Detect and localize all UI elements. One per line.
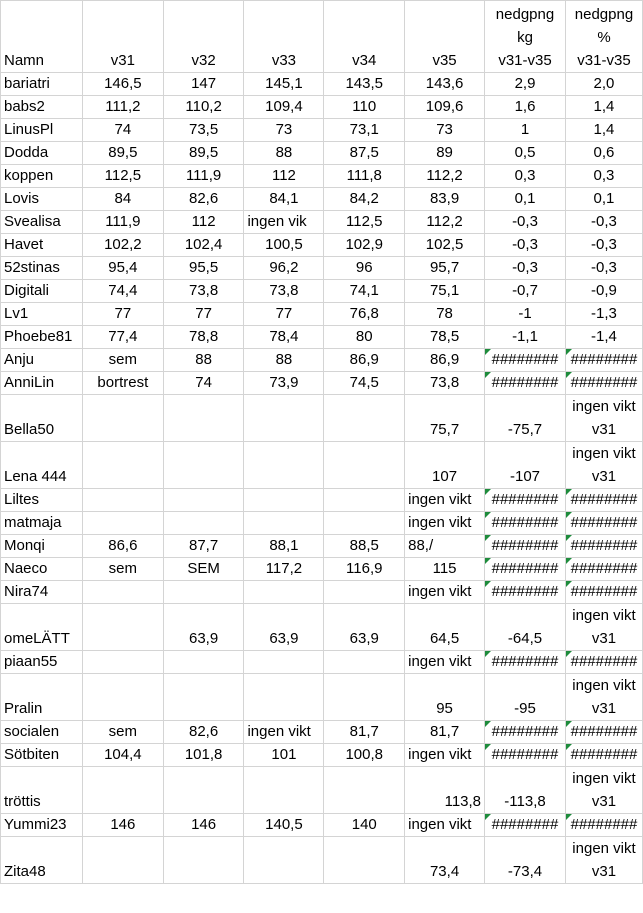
loss-pct-cell[interactable]: ingen vikt v31 bbox=[565, 837, 642, 884]
week-cell[interactable]: ingen vikt bbox=[405, 489, 485, 512]
week-cell[interactable]: SEM bbox=[163, 558, 244, 581]
week-cell[interactable]: 115 bbox=[405, 558, 485, 581]
week-cell[interactable]: 111,8 bbox=[324, 165, 405, 188]
loss-pct-cell[interactable]: ingen vikt v31 bbox=[565, 442, 642, 489]
week-cell[interactable]: 146 bbox=[163, 814, 244, 837]
name-cell[interactable]: babs2 bbox=[1, 96, 83, 119]
header-name-cell[interactable]: Namn bbox=[1, 1, 83, 73]
week-cell[interactable]: 96 bbox=[324, 257, 405, 280]
table-row bbox=[1, 512, 643, 535]
header-line: v31-v35 bbox=[577, 52, 631, 69]
week-cell[interactable]: 75,1 bbox=[405, 280, 485, 303]
table-row bbox=[1, 96, 643, 119]
loss-pct-cell[interactable]: ingen vikt v31 bbox=[565, 395, 642, 442]
week-cell[interactable]: 112,5 bbox=[82, 165, 163, 188]
header-line: % bbox=[597, 29, 611, 46]
week-cell[interactable]: 80 bbox=[324, 326, 405, 349]
week-cell[interactable] bbox=[244, 395, 324, 442]
week-cell[interactable] bbox=[163, 674, 244, 721]
loss-kg-cell[interactable]: 0,3 bbox=[485, 165, 566, 188]
table-row bbox=[1, 535, 643, 558]
week-cell[interactable]: 112,2 bbox=[405, 165, 485, 188]
name-cell[interactable]: Anju bbox=[1, 349, 83, 372]
loss-kg-cell[interactable]: -1 bbox=[485, 303, 566, 326]
week-cell[interactable]: 100,5 bbox=[244, 234, 324, 257]
loss-pct-cell[interactable]: -1,3 bbox=[565, 303, 642, 326]
loss-pct-cell[interactable]: ######## bbox=[565, 535, 642, 558]
loss-pct-cell[interactable]: -1,4 bbox=[565, 326, 642, 349]
name-cell[interactable]: Sötbiten bbox=[1, 744, 83, 767]
loss-kg-cell[interactable]: -113,8 bbox=[485, 767, 566, 814]
loss-pct-cell[interactable]: 0,3 bbox=[565, 165, 642, 188]
name-cell[interactable]: 52stinas bbox=[1, 257, 83, 280]
week-cell[interactable]: 64,5 bbox=[405, 604, 485, 651]
week-cell[interactable] bbox=[82, 674, 163, 721]
week-cell[interactable]: 95,7 bbox=[405, 257, 485, 280]
table-row bbox=[1, 558, 643, 581]
loss-pct-cell[interactable]: 0,1 bbox=[565, 188, 642, 211]
loss-pct-cell[interactable]: -0,3 bbox=[565, 211, 642, 234]
header-loss-kg-cell[interactable] bbox=[485, 1, 566, 73]
week-cell[interactable]: 74,4 bbox=[82, 280, 163, 303]
week-cell[interactable]: 73,8 bbox=[163, 280, 244, 303]
week-cell[interactable]: 145,1 bbox=[244, 73, 324, 96]
table-row bbox=[1, 395, 643, 442]
table-row bbox=[1, 744, 643, 767]
week-cell[interactable] bbox=[324, 395, 405, 442]
week-cell[interactable]: 147 bbox=[163, 73, 244, 96]
week-cell[interactable]: 86,9 bbox=[324, 349, 405, 372]
loss-pct-cell[interactable]: ingen vikt v31 bbox=[565, 767, 642, 814]
loss-kg-cell[interactable]: ######## bbox=[485, 372, 566, 395]
week-cell[interactable]: 89,5 bbox=[163, 142, 244, 165]
week-cell[interactable]: 116,9 bbox=[324, 558, 405, 581]
header-week-cell[interactable]: v33 bbox=[244, 1, 324, 73]
loss-kg-cell[interactable]: ######## bbox=[485, 489, 566, 512]
week-cell[interactable]: sem bbox=[82, 558, 163, 581]
week-cell[interactable] bbox=[324, 837, 405, 884]
name-cell[interactable]: LinusPl bbox=[1, 119, 83, 142]
week-cell[interactable]: ingen vikt bbox=[405, 651, 485, 674]
name-cell[interactable]: Yummi23 bbox=[1, 814, 83, 837]
week-cell[interactable] bbox=[82, 442, 163, 489]
table-row bbox=[1, 837, 643, 884]
loss-kg-cell[interactable]: -107 bbox=[485, 442, 566, 489]
week-cell[interactable] bbox=[163, 651, 244, 674]
week-cell[interactable]: 101,8 bbox=[163, 744, 244, 767]
name-cell[interactable]: Lena 444 bbox=[1, 442, 83, 489]
week-cell[interactable]: 63,9 bbox=[163, 604, 244, 651]
loss-kg-cell[interactable]: -0,3 bbox=[485, 234, 566, 257]
name-cell[interactable]: AnniLin bbox=[1, 372, 83, 395]
week-cell[interactable]: 88,5 bbox=[324, 535, 405, 558]
loss-kg-cell[interactable]: 1,6 bbox=[485, 96, 566, 119]
loss-pct-cell[interactable]: ######## bbox=[565, 651, 642, 674]
week-cell[interactable]: 89,5 bbox=[82, 142, 163, 165]
loss-kg-cell[interactable]: ######## bbox=[485, 558, 566, 581]
loss-kg-cell[interactable]: ######## bbox=[485, 349, 566, 372]
week-cell[interactable]: 88 bbox=[244, 349, 324, 372]
name-cell[interactable]: piaan55 bbox=[1, 651, 83, 674]
loss-kg-cell[interactable]: ######## bbox=[485, 651, 566, 674]
week-cell[interactable]: 95 bbox=[405, 674, 485, 721]
week-cell[interactable]: 88 bbox=[163, 349, 244, 372]
week-cell[interactable] bbox=[163, 837, 244, 884]
loss-pct-cell[interactable]: ######## bbox=[565, 372, 642, 395]
table-row bbox=[1, 303, 643, 326]
name-cell[interactable]: Nira74 bbox=[1, 581, 83, 604]
week-cell[interactable]: ingen vikt bbox=[405, 581, 485, 604]
week-cell[interactable]: 81,7 bbox=[324, 721, 405, 744]
week-cell[interactable] bbox=[163, 442, 244, 489]
name-cell[interactable]: Phoebe81 bbox=[1, 326, 83, 349]
loss-kg-cell[interactable]: 2,9 bbox=[485, 73, 566, 96]
loss-kg-cell[interactable]: -75,7 bbox=[485, 395, 566, 442]
loss-kg-cell[interactable]: -0,7 bbox=[485, 280, 566, 303]
loss-pct-cell[interactable]: ######## bbox=[565, 744, 642, 767]
table-row bbox=[1, 651, 643, 674]
loss-pct-cell[interactable]: 1,4 bbox=[565, 119, 642, 142]
name-cell[interactable]: Lovis bbox=[1, 188, 83, 211]
week-cell[interactable]: 110,2 bbox=[163, 96, 244, 119]
week-cell[interactable] bbox=[82, 604, 163, 651]
loss-kg-cell[interactable]: ######## bbox=[485, 744, 566, 767]
week-cell[interactable]: 107 bbox=[405, 442, 485, 489]
week-cell[interactable]: 77,4 bbox=[82, 326, 163, 349]
loss-pct-cell[interactable]: ######## bbox=[565, 558, 642, 581]
week-cell[interactable]: 96,2 bbox=[244, 257, 324, 280]
week-cell[interactable]: 140 bbox=[324, 814, 405, 837]
week-cell[interactable]: 87,5 bbox=[324, 142, 405, 165]
week-cell[interactable] bbox=[163, 581, 244, 604]
week-cell[interactable] bbox=[82, 767, 163, 814]
week-cell[interactable]: 111,9 bbox=[163, 165, 244, 188]
week-cell[interactable]: 146,5 bbox=[82, 73, 163, 96]
loss-kg-cell[interactable]: ######## bbox=[485, 581, 566, 604]
week-cell[interactable]: ingen vikt bbox=[244, 721, 324, 744]
week-cell[interactable]: 74,5 bbox=[324, 372, 405, 395]
week-cell[interactable]: 63,9 bbox=[324, 604, 405, 651]
week-cell[interactable]: 112 bbox=[163, 211, 244, 234]
week-cell[interactable]: ingen vikt bbox=[405, 814, 485, 837]
table-row bbox=[1, 349, 643, 372]
name-cell[interactable]: tröttis bbox=[1, 767, 83, 814]
week-cell[interactable]: 112,2 bbox=[405, 211, 485, 234]
week-cell[interactable]: 89 bbox=[405, 142, 485, 165]
week-cell[interactable] bbox=[244, 442, 324, 489]
week-cell[interactable]: 78 bbox=[405, 303, 485, 326]
week-cell[interactable]: 117,2 bbox=[244, 558, 324, 581]
table-row bbox=[1, 372, 643, 395]
name-cell[interactable]: Svealisa bbox=[1, 211, 83, 234]
week-cell[interactable]: sem bbox=[82, 349, 163, 372]
week-cell[interactable]: ingen vikt bbox=[405, 744, 485, 767]
table-row bbox=[1, 73, 643, 96]
week-cell[interactable]: 112,5 bbox=[324, 211, 405, 234]
name-cell[interactable]: matmaja bbox=[1, 512, 83, 535]
week-cell[interactable] bbox=[163, 395, 244, 442]
week-cell[interactable]: 102,4 bbox=[163, 234, 244, 257]
week-cell[interactable]: 81,7 bbox=[405, 721, 485, 744]
week-cell[interactable] bbox=[244, 767, 324, 814]
week-cell[interactable]: 102,5 bbox=[405, 234, 485, 257]
name-cell[interactable]: Naeco bbox=[1, 558, 83, 581]
week-cell[interactable]: 112 bbox=[244, 165, 324, 188]
loss-pct-cell[interactable]: ######## bbox=[565, 721, 642, 744]
header-line: nedgpng bbox=[495, 6, 555, 23]
name-cell[interactable]: Liltes bbox=[1, 489, 83, 512]
week-cell[interactable]: 63,9 bbox=[244, 604, 324, 651]
loss-pct-cell[interactable]: ######## bbox=[565, 512, 642, 535]
week-cell[interactable]: 87,7 bbox=[163, 535, 244, 558]
loss-pct-cell[interactable]: ingen vikt v31 bbox=[565, 604, 642, 651]
week-cell[interactable] bbox=[163, 767, 244, 814]
week-cell[interactable]: 86,9 bbox=[405, 349, 485, 372]
week-cell[interactable]: 73,4 bbox=[405, 837, 485, 884]
table-row bbox=[1, 280, 643, 303]
table-row bbox=[1, 142, 643, 165]
week-cell[interactable]: 75,7 bbox=[405, 395, 485, 442]
name-cell[interactable]: omeLÄTT bbox=[1, 604, 83, 651]
loss-kg-cell[interactable]: -73,4 bbox=[485, 837, 566, 884]
loss-pct-cell[interactable]: ingen vikt v31 bbox=[565, 674, 642, 721]
header-week-cell[interactable]: v34 bbox=[324, 1, 405, 73]
week-cell[interactable]: 111,9 bbox=[82, 211, 163, 234]
loss-pct-cell[interactable]: ######## bbox=[565, 489, 642, 512]
week-cell[interactable] bbox=[324, 512, 405, 535]
loss-kg-cell[interactable]: -0,3 bbox=[485, 257, 566, 280]
loss-kg-cell[interactable]: 0,5 bbox=[485, 142, 566, 165]
loss-kg-cell[interactable]: ######## bbox=[485, 814, 566, 837]
week-cell[interactable]: 95,4 bbox=[82, 257, 163, 280]
week-cell[interactable]: 101 bbox=[244, 744, 324, 767]
loss-pct-cell[interactable]: 0,6 bbox=[565, 142, 642, 165]
header-line: nedgpng bbox=[574, 6, 634, 23]
loss-kg-cell[interactable]: 0,1 bbox=[485, 188, 566, 211]
week-cell[interactable] bbox=[82, 651, 163, 674]
name-cell[interactable]: Lv1 bbox=[1, 303, 83, 326]
week-cell[interactable]: 77 bbox=[82, 303, 163, 326]
loss-kg-cell[interactable]: -0,3 bbox=[485, 211, 566, 234]
week-cell[interactable]: 76,8 bbox=[324, 303, 405, 326]
week-cell[interactable] bbox=[244, 837, 324, 884]
name-cell[interactable]: Digitali bbox=[1, 280, 83, 303]
loss-kg-cell[interactable]: ######## bbox=[485, 721, 566, 744]
week-cell[interactable]: 88,/ bbox=[405, 535, 485, 558]
name-cell[interactable]: koppen bbox=[1, 165, 83, 188]
week-cell[interactable]: sem bbox=[82, 721, 163, 744]
loss-kg-cell[interactable]: -64,5 bbox=[485, 604, 566, 651]
week-cell[interactable]: 73,9 bbox=[244, 372, 324, 395]
week-cell[interactable] bbox=[82, 395, 163, 442]
table-row bbox=[1, 211, 643, 234]
week-cell[interactable] bbox=[82, 489, 163, 512]
loss-pct-cell[interactable]: -0,9 bbox=[565, 280, 642, 303]
week-cell[interactable]: 88,1 bbox=[244, 535, 324, 558]
week-cell[interactable]: 74 bbox=[82, 119, 163, 142]
week-cell[interactable]: 110 bbox=[324, 96, 405, 119]
loss-kg-cell[interactable]: ######## bbox=[485, 512, 566, 535]
loss-pct-cell[interactable]: ######## bbox=[565, 581, 642, 604]
week-cell[interactable]: 95,5 bbox=[163, 257, 244, 280]
loss-pct-cell[interactable]: 1,4 bbox=[565, 96, 642, 119]
week-cell[interactable]: 73,5 bbox=[163, 119, 244, 142]
loss-pct-cell[interactable]: -0,3 bbox=[565, 257, 642, 280]
week-cell[interactable] bbox=[244, 651, 324, 674]
week-cell[interactable]: 77 bbox=[163, 303, 244, 326]
week-cell[interactable] bbox=[324, 581, 405, 604]
table-row bbox=[1, 674, 643, 721]
loss-pct-cell[interactable]: 2,0 bbox=[565, 73, 642, 96]
loss-pct-cell[interactable]: ######## bbox=[565, 814, 642, 837]
week-cell[interactable] bbox=[324, 442, 405, 489]
table-row bbox=[1, 234, 643, 257]
loss-kg-cell[interactable]: -1,1 bbox=[485, 326, 566, 349]
loss-kg-cell[interactable]: -95 bbox=[485, 674, 566, 721]
week-cell[interactable] bbox=[163, 489, 244, 512]
week-cell[interactable]: 78,5 bbox=[405, 326, 485, 349]
week-cell[interactable]: 82,6 bbox=[163, 188, 244, 211]
week-cell[interactable]: 109,6 bbox=[405, 96, 485, 119]
week-cell[interactable]: 143,5 bbox=[324, 73, 405, 96]
week-cell[interactable] bbox=[244, 512, 324, 535]
week-cell[interactable] bbox=[324, 674, 405, 721]
week-cell[interactable]: 88 bbox=[244, 142, 324, 165]
header-line: kg bbox=[517, 29, 533, 46]
name-cell[interactable]: Monqi bbox=[1, 535, 83, 558]
loss-pct-cell[interactable]: ######## bbox=[565, 349, 642, 372]
week-cell[interactable]: 102,9 bbox=[324, 234, 405, 257]
name-cell[interactable]: bariatri bbox=[1, 73, 83, 96]
header-week-cell[interactable]: v35 bbox=[405, 1, 485, 73]
week-cell[interactable]: ingen vikt bbox=[405, 512, 485, 535]
header-loss-pct-cell[interactable] bbox=[565, 1, 642, 73]
week-cell[interactable] bbox=[82, 837, 163, 884]
table-row bbox=[1, 257, 643, 280]
week-cell[interactable]: bortrest bbox=[82, 372, 163, 395]
week-cell[interactable]: 109,4 bbox=[244, 96, 324, 119]
week-cell[interactable]: 73,1 bbox=[324, 119, 405, 142]
week-cell[interactable]: 74 bbox=[163, 372, 244, 395]
table-row bbox=[1, 604, 643, 651]
week-cell[interactable]: 84 bbox=[82, 188, 163, 211]
week-cell[interactable]: 73,8 bbox=[244, 280, 324, 303]
name-cell[interactable]: Bella50 bbox=[1, 395, 83, 442]
header-line: v31-v35 bbox=[498, 52, 552, 69]
week-cell[interactable]: 84,2 bbox=[324, 188, 405, 211]
week-cell[interactable]: 140,5 bbox=[244, 814, 324, 837]
week-cell[interactable]: 73,8 bbox=[405, 372, 485, 395]
week-cell[interactable]: 111,2 bbox=[82, 96, 163, 119]
week-cell[interactable]: 84,1 bbox=[244, 188, 324, 211]
week-cell[interactable]: 78,8 bbox=[163, 326, 244, 349]
week-cell[interactable] bbox=[82, 512, 163, 535]
week-cell[interactable]: 143,6 bbox=[405, 73, 485, 96]
week-cell[interactable] bbox=[82, 581, 163, 604]
week-cell[interactable]: 113,8 bbox=[405, 767, 485, 814]
week-cell[interactable] bbox=[324, 651, 405, 674]
week-cell[interactable]: 73 bbox=[244, 119, 324, 142]
week-cell[interactable]: 86,6 bbox=[82, 535, 163, 558]
week-cell[interactable]: 104,4 bbox=[82, 744, 163, 767]
name-cell[interactable]: Pralin bbox=[1, 674, 83, 721]
table-row bbox=[1, 814, 643, 837]
week-cell[interactable]: 100,8 bbox=[324, 744, 405, 767]
table-row bbox=[1, 188, 643, 211]
week-cell[interactable] bbox=[244, 489, 324, 512]
week-cell[interactable]: 102,2 bbox=[82, 234, 163, 257]
name-cell[interactable]: Zita48 bbox=[1, 837, 83, 884]
week-cell[interactable] bbox=[244, 674, 324, 721]
week-cell[interactable]: 73 bbox=[405, 119, 485, 142]
name-cell[interactable]: socialen bbox=[1, 721, 83, 744]
table-row bbox=[1, 326, 643, 349]
name-cell[interactable]: Dodda bbox=[1, 142, 83, 165]
header-week-cell[interactable]: v32 bbox=[163, 1, 244, 73]
week-cell[interactable]: ingen vik bbox=[244, 211, 324, 234]
loss-kg-cell[interactable]: 1 bbox=[485, 119, 566, 142]
loss-kg-cell[interactable]: ######## bbox=[485, 535, 566, 558]
loss-pct-cell[interactable]: -0,3 bbox=[565, 234, 642, 257]
week-cell[interactable]: 146 bbox=[82, 814, 163, 837]
table-row bbox=[1, 767, 643, 814]
table-row bbox=[1, 119, 643, 142]
week-cell[interactable]: 83,9 bbox=[405, 188, 485, 211]
week-cell[interactable] bbox=[163, 512, 244, 535]
header-week-cell[interactable]: v31 bbox=[82, 1, 163, 73]
table-row bbox=[1, 442, 643, 489]
week-cell[interactable] bbox=[244, 581, 324, 604]
name-cell[interactable]: Havet bbox=[1, 234, 83, 257]
table-row bbox=[1, 489, 643, 512]
week-cell[interactable] bbox=[324, 489, 405, 512]
table-row bbox=[1, 721, 643, 744]
week-cell[interactable] bbox=[324, 767, 405, 814]
week-cell[interactable]: 77 bbox=[244, 303, 324, 326]
week-cell[interactable]: 74,1 bbox=[324, 280, 405, 303]
week-cell[interactable]: 82,6 bbox=[163, 721, 244, 744]
table-row bbox=[1, 165, 643, 188]
table-row bbox=[1, 581, 643, 604]
week-cell[interactable]: 78,4 bbox=[244, 326, 324, 349]
